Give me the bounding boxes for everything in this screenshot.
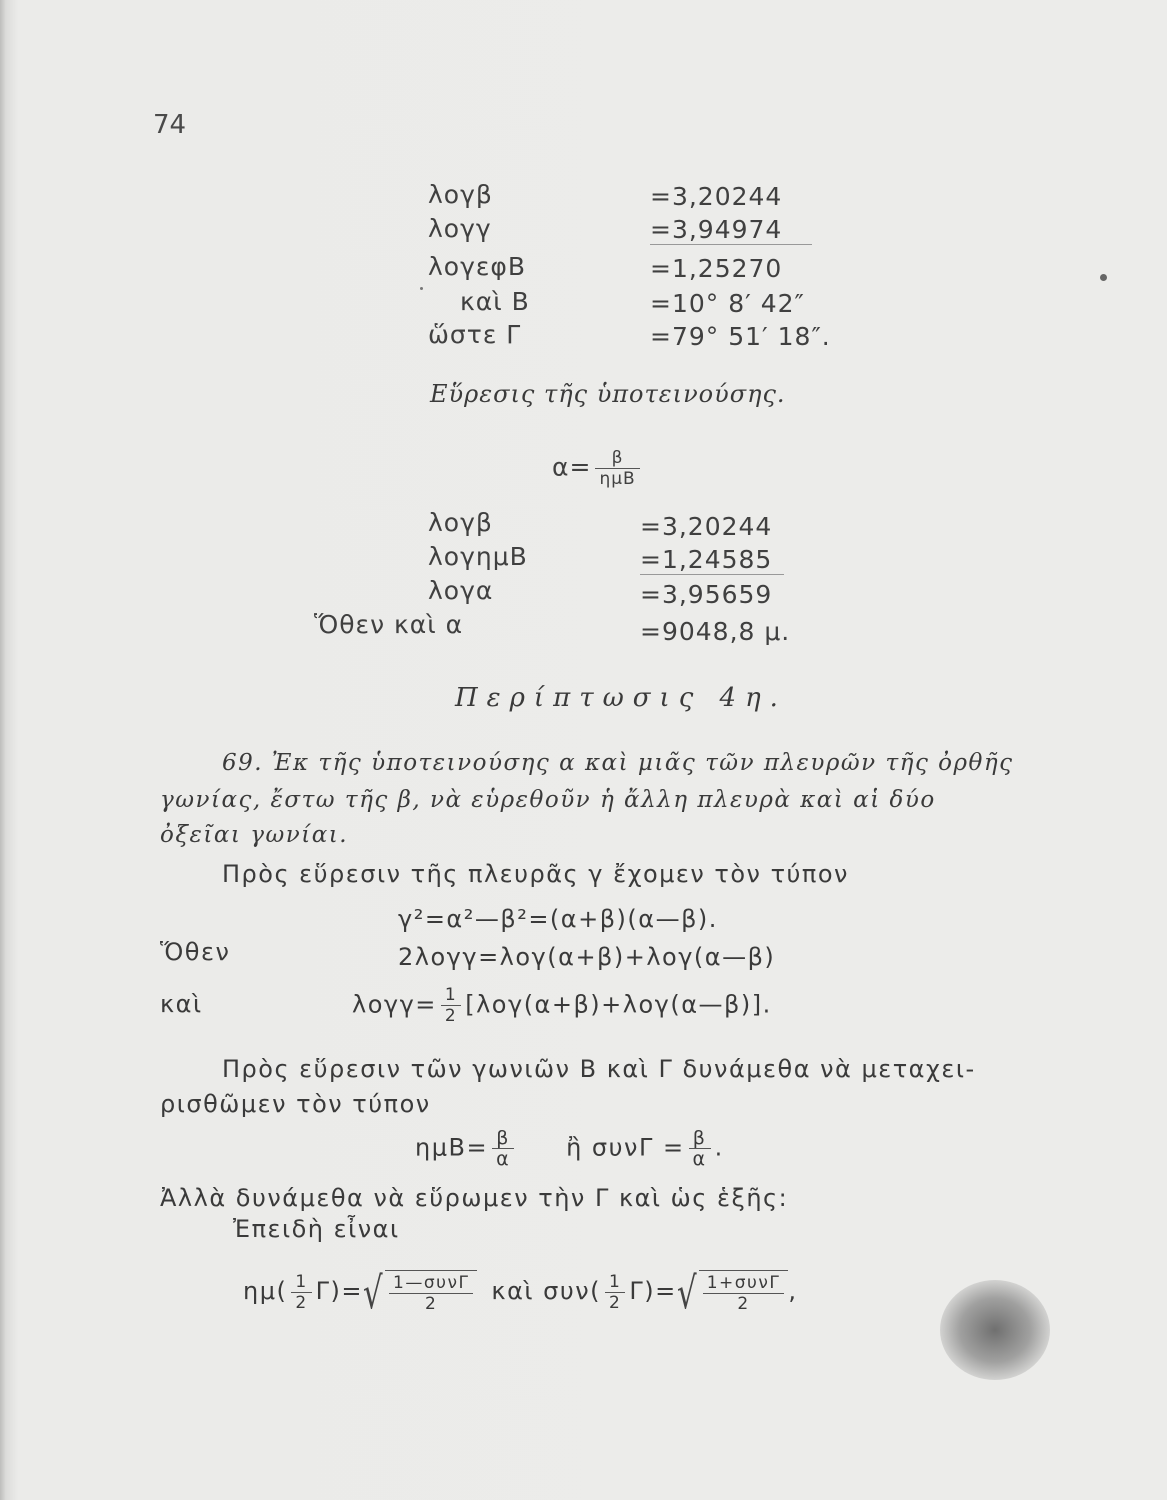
page-number: 74 <box>153 110 187 140</box>
table2-value-2: =1,24585 <box>640 545 784 575</box>
equation-2-label: Ὅθεν <box>160 938 231 966</box>
equation-5-half2-den: 2 <box>609 1292 622 1313</box>
equation-3-lhs: λογγ= <box>352 990 437 1019</box>
equation-5-half2-num: 1 <box>605 1272 625 1293</box>
table1-label-4: καὶ Β <box>460 287 530 316</box>
ink-smudge <box>940 1280 1050 1380</box>
equation-5-rad2 <box>703 1273 785 1314</box>
equation-4 <box>415 1128 724 1169</box>
equation-4-lhs: ημΒ= <box>415 1133 489 1162</box>
text-angles-line2: ρισθῶμεν τὸν τύπον <box>160 1090 431 1118</box>
equation-4-frac1 <box>492 1128 514 1169</box>
equation-5-half1-num: 1 <box>291 1272 311 1293</box>
equation-3-rhs: [λογ(α+β)+λογ(α—β)]. <box>465 990 772 1019</box>
table1-value-2: =3,94974 <box>650 215 812 245</box>
equation-5-rad1-num: 1—συνΓ <box>389 1273 473 1294</box>
equation-1: γ²=α²—β²=(α+β)(α—β). <box>398 905 718 933</box>
table1-label-1: λογβ <box>428 180 493 209</box>
print-speck <box>420 287 423 290</box>
table1-value-1: =3,20244 <box>650 182 783 211</box>
heading-hypotenuse: Εὕρεσις τῆς ὑποτεινούσης. <box>430 380 786 408</box>
table2-value-3: =3,95659 <box>640 580 773 609</box>
equation-4-frac2 <box>689 1128 711 1169</box>
table1-label-3: λογεφΒ <box>428 252 527 281</box>
formula-alpha-num: β <box>595 448 639 469</box>
formula-alpha-den: ημΒ <box>599 469 636 489</box>
table2-label-3: λογα <box>428 576 494 605</box>
formula-alpha-lhs: α= <box>552 452 592 482</box>
equation-4-end: . <box>714 1133 724 1162</box>
equation-5-b: Γ)= <box>315 1277 364 1305</box>
formula-alpha-fraction <box>595 448 639 489</box>
equation-5-rad2-den: 2 <box>737 1294 750 1314</box>
equation-5-a: ημ( <box>243 1277 288 1305</box>
text-angles-line1: Πρὸς εὕρεσιν τῶν γωνιῶν Β καὶ Γ δυνάμεθα νὰ μεταχει- <box>222 1055 976 1083</box>
equation-3-num: 1 <box>441 985 461 1006</box>
equation-5-sqrt2 <box>676 1268 789 1319</box>
equation-5-half2 <box>605 1272 625 1313</box>
table2-label-2: λογημΒ <box>428 542 528 571</box>
equation-5-c: Γ)= <box>629 1277 677 1305</box>
equation-5-rad1 <box>389 1273 473 1314</box>
equation-3-den: 2 <box>444 1006 458 1026</box>
equation-4-den2: α <box>692 1148 707 1170</box>
equation-4-num2: β <box>689 1128 711 1149</box>
table1-value-5: =79° 51′ 18″. <box>650 322 831 351</box>
para69-line2: γωνίας, ἔστω τῆς β, νὰ εὑρεθοῦν ἡ ἄλλη πλευρὰ καὶ αἱ δύο <box>160 787 936 813</box>
sqrt-sign-icon: √ <box>363 1268 384 1319</box>
table1-value-3: =1,25270 <box>650 254 783 283</box>
equation-5 <box>243 1268 798 1319</box>
sqrt-sign-icon: √ <box>676 1268 698 1319</box>
equation-5-end: , <box>788 1277 798 1305</box>
equation-4-den1: α <box>496 1148 511 1170</box>
equation-4-num1: β <box>492 1128 514 1149</box>
equation-4-mid: ἢ συνΓ = <box>566 1133 685 1162</box>
table2-value-4: =9048,8 μ. <box>640 617 791 646</box>
equation-5-rad2-num: 1+συνΓ <box>703 1273 785 1294</box>
table2-label-1: λογβ <box>428 508 493 537</box>
text-alternatively: Ἀλλὰ δυνάμεθα νὰ εὕρωμεν τὴν Γ καὶ ὡς ἑξῆς: <box>160 1184 789 1212</box>
equation-3-label: καὶ <box>160 990 203 1018</box>
equation-5-rad1-den: 2 <box>425 1294 438 1314</box>
equation-3 <box>352 985 772 1026</box>
table2-value-1: =3,20244 <box>640 512 773 541</box>
para69-line3: ὀξεῖαι γωνίαι. <box>160 822 349 848</box>
table1-label-5: ὥστε Γ <box>428 320 522 349</box>
equation-5-half1 <box>291 1272 311 1313</box>
text-since: Ἐπειδὴ εἶναι <box>233 1215 400 1243</box>
table1-value-4: =10° 8′ 42″ <box>650 289 805 318</box>
table1-label-2: λογγ <box>428 214 492 243</box>
table2-label-4: Ὅθεν καὶ α <box>314 610 464 639</box>
para69-line1: 69. Ἐκ τῆς ὑποτεινούσης α καὶ μιᾶς τῶν πλευρῶν τῆς ὀρθῆς <box>222 750 1014 776</box>
equation-5-half1-den: 2 <box>295 1292 308 1313</box>
ink-dot <box>1100 274 1107 281</box>
equation-5-sqrt1 <box>363 1268 477 1319</box>
formula-alpha <box>552 448 644 489</box>
heading-case-4: Περίπτωσις 4η. <box>455 683 787 713</box>
text-side-gamma: Πρὸς εὕρεσιν τῆς πλευρᾶς γ ἔχομεν τὸν τύπον <box>222 860 849 888</box>
equation-5-mid: καὶ συν( <box>491 1277 602 1305</box>
equation-2: 2λογγ=λογ(α+β)+λογ(α—β) <box>398 943 776 971</box>
equation-3-half <box>441 985 461 1026</box>
